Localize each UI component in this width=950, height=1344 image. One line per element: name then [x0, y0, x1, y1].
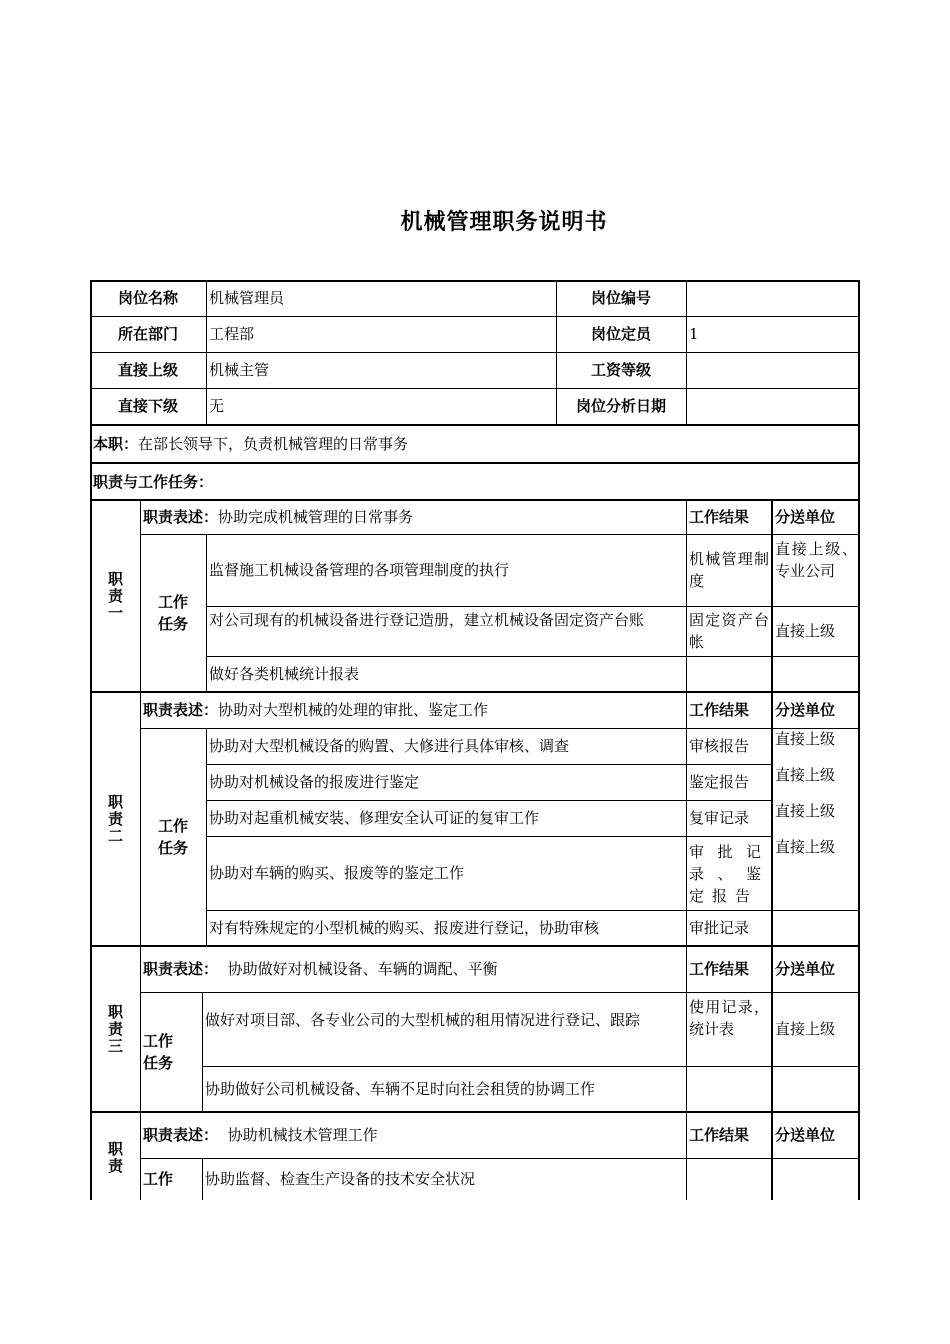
result-header: 工作结果: [689, 1126, 750, 1144]
grid-line: [206, 800, 772, 801]
task-result: 固定资产台帐: [689, 611, 769, 651]
grade-value: [686, 352, 860, 388]
quota-label: 岗位定员: [590, 325, 651, 343]
task-result: 审批记录: [689, 919, 750, 937]
group-2-task-label: [140, 728, 206, 946]
task-text: 协助监督、检查生产设备的技术安全状况: [205, 1170, 476, 1188]
result-header: 工作结果: [689, 508, 750, 526]
statement-label: 职责表述：: [143, 960, 219, 978]
job-description-table: [90, 280, 860, 1200]
duty-label: 本职：: [93, 435, 139, 453]
group-2-statement: [140, 692, 686, 728]
task-result: 复审记录: [689, 809, 750, 827]
task-result: 审批记录、鉴定报告: [689, 843, 769, 905]
task-dest: 直接上级: [775, 838, 836, 856]
task-result: 鉴定报告: [689, 773, 750, 791]
group-3-task-label: [140, 992, 202, 1112]
task-text: 做好对项目部、各专业公司的大型机械的租用情况进行登记、跟踪: [205, 1011, 641, 1029]
grid-line: [206, 910, 860, 911]
group-4-name: [90, 1112, 140, 1200]
grid-line: [90, 1111, 860, 1113]
grid-line: [202, 1066, 860, 1067]
grid-line: [556, 280, 557, 424]
result-header: 工作结果: [689, 960, 750, 978]
statement-label: 职责表述：: [143, 701, 219, 719]
subordinate-value: 无: [209, 397, 225, 415]
grid-line: [90, 424, 860, 426]
task-result: 审核报告: [689, 737, 750, 755]
group-3-name: [90, 946, 140, 1112]
task-text: 协助做好公司机械设备、车辆不足时向社会租赁的协调工作: [205, 1080, 596, 1098]
grid-line: [202, 992, 203, 1112]
dest-header: 分送单位: [775, 960, 836, 978]
quota-value: 1: [689, 325, 699, 343]
grade-label: 工资等级: [590, 361, 651, 379]
group-4-name-text: 职责: [106, 1141, 124, 1175]
duties-title: 职责与工作任务：: [93, 473, 214, 491]
grid-line: [202, 1158, 203, 1200]
grid-line: [206, 656, 860, 657]
task-text: 协助对起重机械安装、修理安全认可证的复审工作: [209, 809, 540, 827]
dest-header: 分送单位: [775, 1126, 836, 1144]
dept-value: 工程部: [209, 325, 255, 343]
task-text: 协助对大型机械设备的购置、大修进行具体审核、调查: [209, 737, 570, 755]
duty-text: 在部长领导下，负责机械管理的日常事务: [138, 435, 409, 453]
task-text: 协助对车辆的购买、报废等的鉴定工作: [209, 864, 465, 882]
statement-text: 协助完成机械管理的日常事务: [218, 508, 414, 526]
task-dest: 直接上级: [775, 766, 836, 784]
position-no-label: 岗位编号: [590, 289, 651, 307]
task-dest: 直接上级: [775, 730, 836, 748]
task-text: 对有特殊规定的小型机械的购买、报废进行登记，协助审核: [209, 919, 600, 937]
analysis-date-label: 岗位分析日期: [575, 397, 666, 415]
grid-line: [140, 728, 860, 729]
table-border: [858, 280, 860, 1200]
group-4-statement: [140, 1112, 686, 1158]
task-result: 使用记录，统计表: [689, 998, 769, 1038]
position-no-value: [686, 280, 860, 316]
analysis-date-value: [686, 388, 860, 424]
grid-line: [686, 280, 687, 424]
grid-line: [90, 499, 860, 501]
task-result: 机械管理制度: [689, 550, 769, 590]
group-1-task-label: [140, 534, 206, 692]
grid-line: [206, 836, 772, 837]
task-label: 工作任务: [157, 593, 188, 633]
task-dest: 直接上级、专业公司: [775, 540, 857, 580]
task-dest: 直接上级: [775, 622, 836, 640]
task-label: 工作任务: [157, 817, 188, 857]
position-name-value: 机械管理员: [209, 289, 285, 307]
dest-header: 分送单位: [775, 508, 836, 526]
grid-line: [206, 728, 207, 946]
group-4-task-label: 工作: [143, 1170, 174, 1188]
task-dest: 直接上级: [775, 1020, 836, 1038]
grid-line: [140, 500, 141, 1200]
statement-text: 协助做好对机械设备、车辆的调配、平衡: [227, 960, 498, 978]
statement-text: 协助机械技术管理工作: [227, 1126, 378, 1144]
task-text: 监督施工机械设备管理的各项管理制度的执行: [209, 561, 510, 579]
superior-value: 机械主管: [209, 361, 270, 379]
group-1-statement: [140, 500, 686, 534]
grid-line: [206, 606, 860, 607]
grid-line: [140, 992, 860, 993]
dest-header: 分送单位: [775, 701, 836, 719]
page-title: 机械管理职务说明书: [400, 209, 608, 235]
group-1-name: [90, 500, 140, 692]
grid-line: [140, 1158, 860, 1159]
group-2-name: [90, 692, 140, 946]
dept-label: 所在部门: [117, 325, 178, 343]
task-dest: 直接上级: [775, 802, 836, 820]
statement-text: 协助对大型机械的处理的审批、鉴定工作: [218, 701, 489, 719]
result-header: 工作结果: [689, 701, 750, 719]
grid-line: [686, 500, 687, 1200]
group-2-name-text: 职责二: [106, 793, 124, 845]
task-text: 协助对机械设备的报废进行鉴定: [209, 773, 420, 791]
grid-line: [206, 280, 207, 424]
position-name-label: 岗位名称: [117, 289, 178, 307]
superior-label: 直接上级: [117, 361, 178, 379]
statement-label: 职责表述：: [143, 508, 219, 526]
group-3-statement: [140, 946, 686, 992]
task-text: 对公司现有的机械设备进行登记造册，建立机械设备固定资产台账: [209, 611, 645, 629]
subordinate-label: 直接下级: [117, 397, 178, 415]
grid-line: [90, 462, 860, 464]
grid-line: [206, 764, 772, 765]
grid-line: [140, 534, 860, 535]
task-text: 做好各类机械统计报表: [209, 665, 360, 683]
task-label: 工作任务: [143, 1032, 174, 1072]
table-border: [90, 280, 92, 1200]
group-3-name-text: 职责三: [106, 1003, 124, 1055]
statement-label: 职责表述：: [143, 1126, 219, 1144]
grid-line: [771, 500, 773, 1200]
grid-line: [206, 534, 207, 692]
group-1-name-text: 职责一: [106, 570, 124, 622]
duty-row: [90, 426, 860, 462]
